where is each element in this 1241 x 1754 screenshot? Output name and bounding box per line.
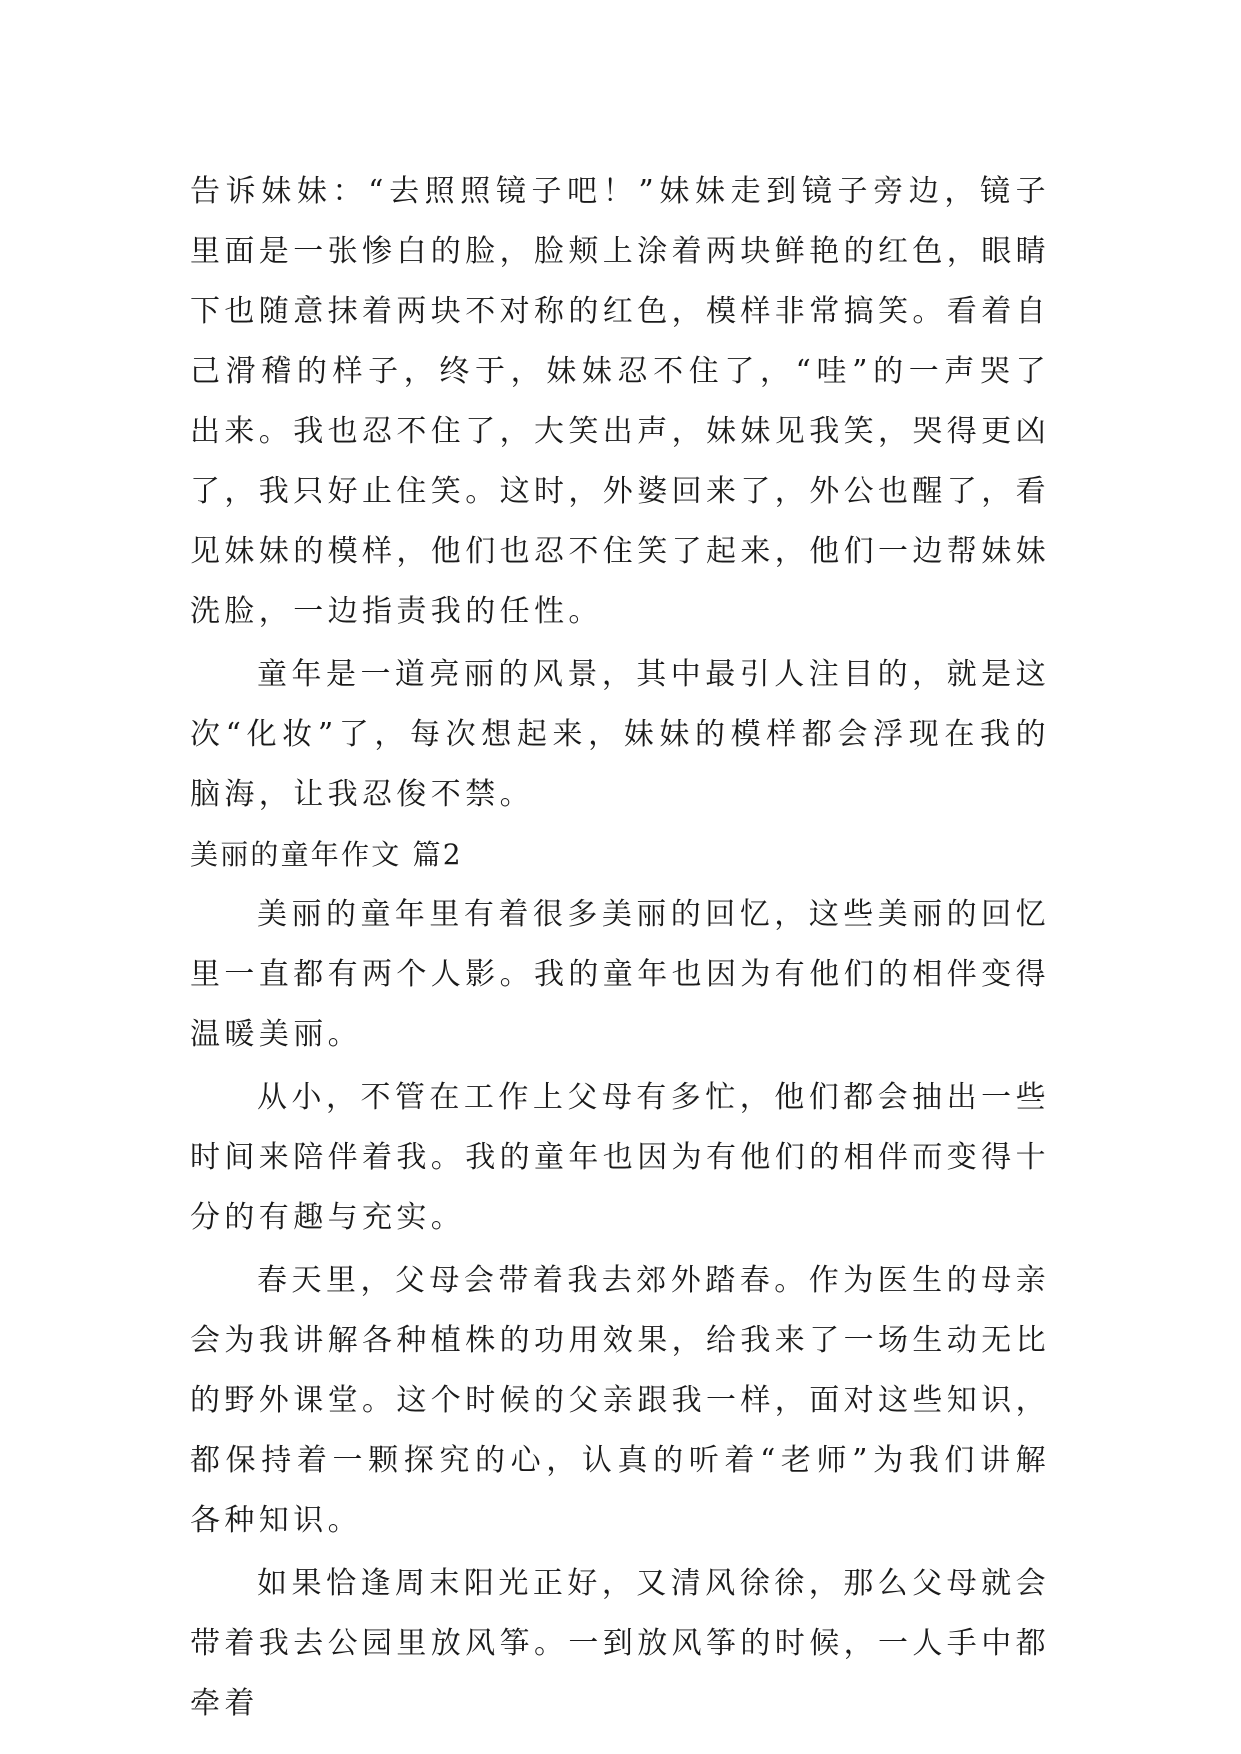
paragraph-parents-company: 从小，不管在工作上父母有多忙，他们都会抽出一些时间来陪伴着我。我的童年也因为有他们的相伴而变得十分的有趣与充实。 [190,1080,1050,1235]
paragraph-childhood-scenery: 童年是一道亮丽的风景，其中最引人注目的，就是这次“化妆”了，每次想起来，妹妹的模样都会浮现在我的脑海，让我忍俊不禁。 [190,657,1050,812]
document-body [190,162,1050,1734]
section-heading: 美丽的童年作文 篇2 [190,838,463,871]
paragraph-beautiful-memories: 美丽的童年里有着很多美丽的回忆，这些美丽的回忆里一直都有两个人影。我的童年也因为有他们的相伴变得温暖美丽。 [190,897,1050,1052]
paragraph-spring-outing: 春天里，父母会带着我去郊外踏春。作为医生的母亲会为我讲解各种植株的功用效果，给我来了一场生动无比的野外课堂。这个时候的父亲跟我一样，面对这些知识，都保持着一颗探究的心，认真的听着“老师”为我们讲解各种知识。 [190,1263,1050,1538]
paragraph-story-ending: 告诉妹妹：“去照照镜子吧！”妹妹走到镜子旁边，镜子里面是一张惨白的脸，脸颊上涂着两块鲜艳的红色，眼睛下也随意抹着两块不对称的红色，模样非常搞笑。看着自己滑稽的样子，终于，妹妹忍不住了，“哇”的一声哭了出来。我也忍不住了，大笑出声，妹妹见我笑，哭得更凶了，我只好止住笑。这时，外婆回来了，外公也醒了，看见妹妹的模样，他们也忍不住笑了起来，他们一边帮妹妹洗脸，一边指责我的任性。 [190,174,1050,629]
paragraph-flying-kites: 如果恰逢周末阳光正好，又清风徐徐，那么父母就会带着我去公园里放风筝。一到放风筝的时候，一人手中都牵着 [190,1566,1050,1721]
